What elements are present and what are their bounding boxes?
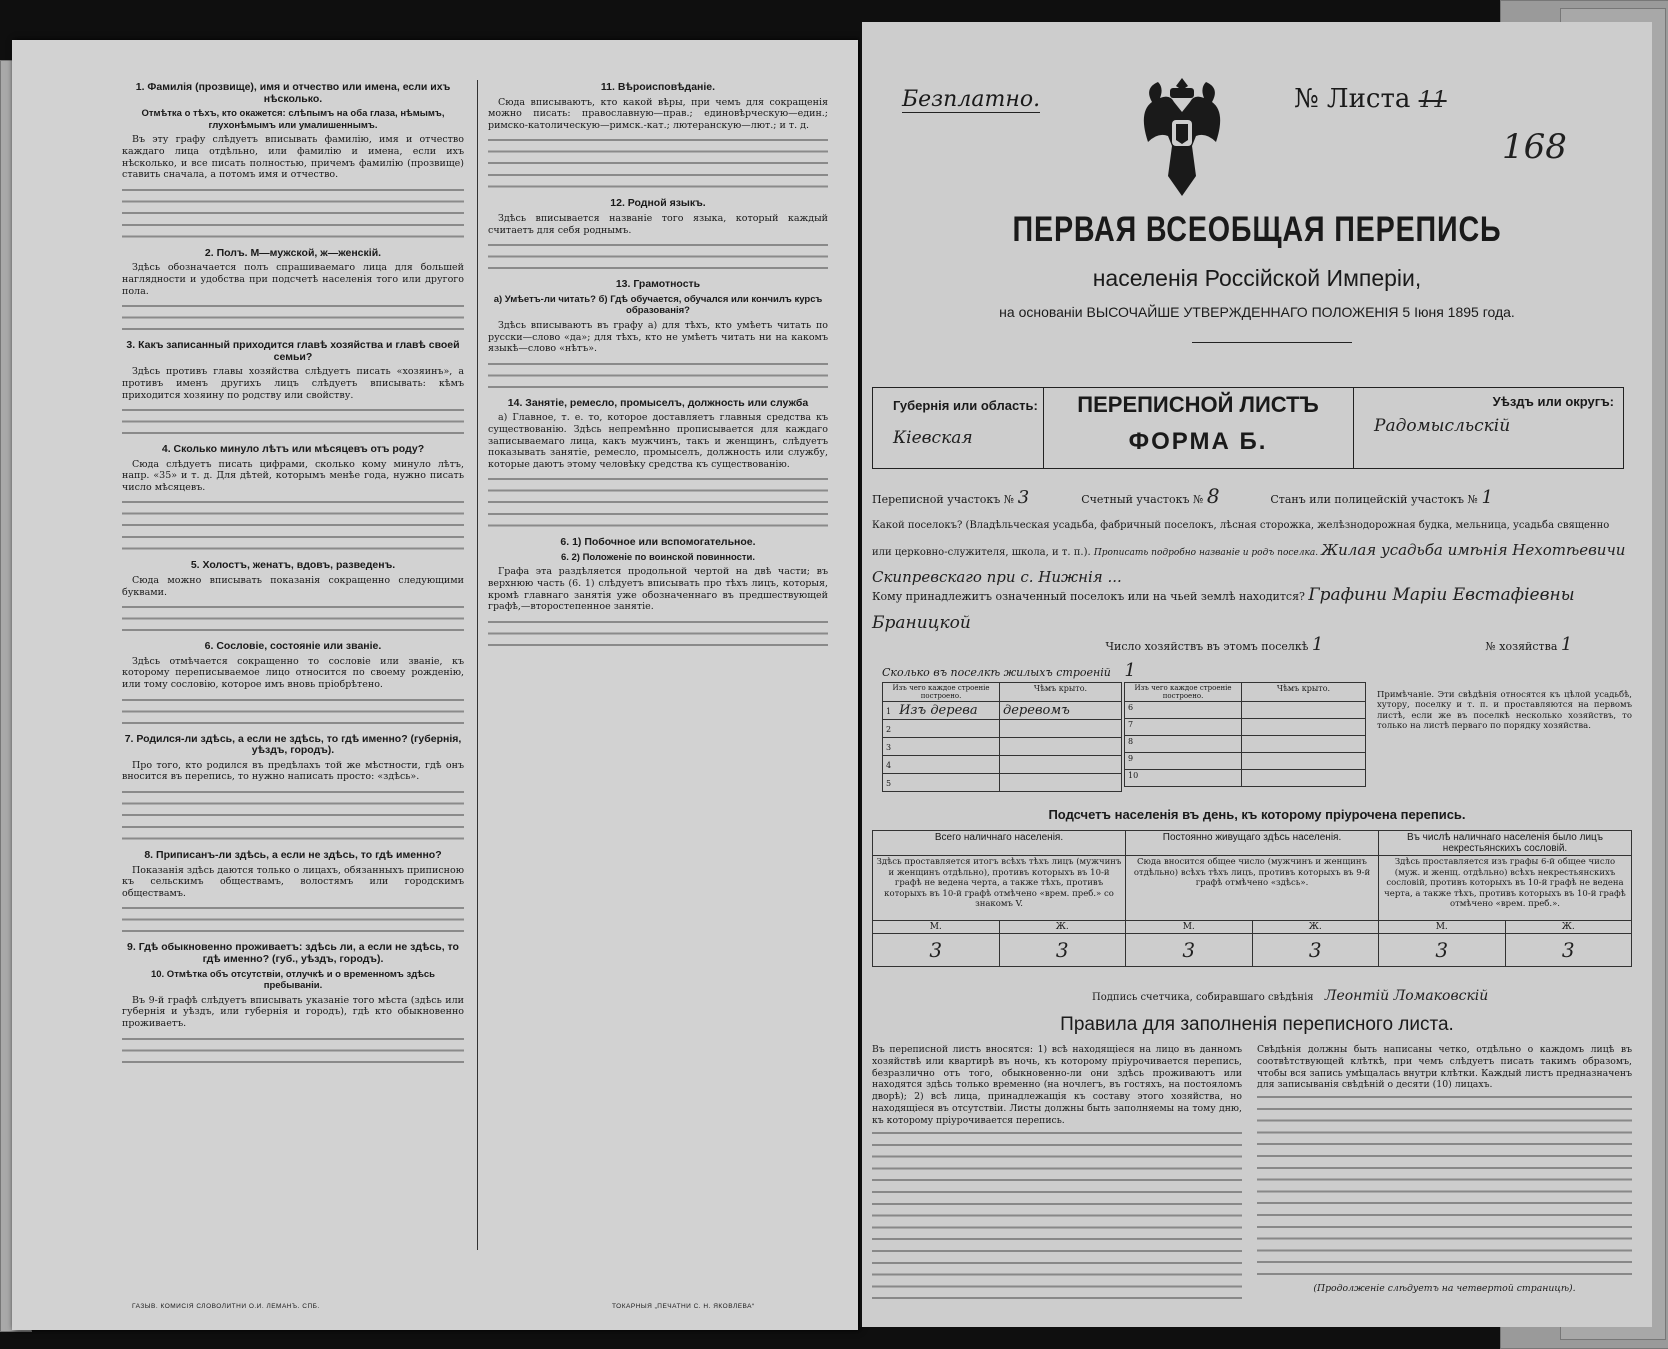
building-row bbox=[1125, 702, 1366, 719]
census-section-row bbox=[872, 484, 1632, 508]
instruction-text-filler bbox=[488, 616, 828, 652]
instruction-text-filler bbox=[122, 786, 464, 846]
building-material: Изъ дерева bbox=[899, 703, 978, 718]
rules-continued-note: (Продолженіе слѣдуетъ на четвертой страницѣ). bbox=[1313, 1283, 1576, 1295]
household-value: 1 bbox=[1560, 634, 1573, 655]
col-header-material: Изъ чего каждое строеніе построено. bbox=[883, 683, 1000, 702]
building-row-number: 7 bbox=[1128, 720, 1134, 729]
free-label: Безплатно. bbox=[902, 87, 1041, 112]
count-column-description: Сюда вносится общее число (мужчинъ и женщинъ отдѣльно) всѣхъ тѣхъ лицъ, противъ которыхъ въ 9-й графѣ отмѣчено «здѣсь». bbox=[1126, 856, 1379, 921]
census-title: ПЕРВАЯ ВСЕОБЩАЯ ПЕРЕПИСЬ bbox=[1012, 210, 1502, 249]
instruction-text: Сюда слѣдуетъ писать цифрами, сколько кому минуло лѣтъ, напр. «35» и т. д. Для дѣтей, которымъ менѣе года, нужно писать число мѣсяцевъ. bbox=[122, 458, 464, 493]
district-box bbox=[1353, 388, 1624, 468]
instruction-text: Здѣсь отмѣчается сокращенно то сословіе или званіе, къ которому переписываемое лицо относится по своему рожденію, или тому сословію, которое имъ вновь пріобрѣтено. bbox=[122, 655, 464, 691]
legal-basis: на основаніи ВЫСОЧАЙШЕ УТВЕРЖДЕННАГО ПОЛОЖЕНІЯ 5 Іюня 1895 года. bbox=[999, 304, 1515, 320]
rules-filler-2 bbox=[1257, 1091, 1632, 1281]
population-count-value: 3 bbox=[1252, 934, 1379, 967]
instruction-heading: 2. Полъ. М—мужской, ж—женскій. bbox=[204, 246, 382, 259]
instruction-text: Въ 9-й графѣ слѣдуетъ вписывать указаніе того мѣста (здѣсь или губернія и уѣздъ, или губернія и городъ), гдѣ кто обыкновенно проживаетъ. bbox=[122, 994, 464, 1029]
rules-column-1 bbox=[872, 1044, 1242, 1309]
instruction-text: Здѣсь противъ главы хозяйства слѣдуетъ писать «хозяинъ», а противъ именъ другихъ лицъ слѣдуетъ вписывать: кѣмъ приходится хозяину по родству или свойству. bbox=[122, 366, 464, 401]
form-title: ПЕРЕПИСНОЙ ЛИСТЪ bbox=[1077, 392, 1319, 417]
count-section-label: Счетный участокъ № bbox=[1081, 493, 1204, 506]
district-value: Радомысльскій bbox=[1374, 416, 1511, 436]
count-column-header: Въ числѣ наличнаго населенія было лицъ некрестьянскихъ сословій. bbox=[1379, 831, 1632, 856]
census-section-value: 3 bbox=[1017, 487, 1030, 508]
count-column-description: Здѣсь проставляется итогъ всѣхъ тѣхъ лицъ (мужчинъ и женщинъ отдѣльно), противъ которыхъ въ 10-й графѣ не ведена черта, а также тѣхъ, противъ которыхъ въ 10-й графѣ отмѣчено «врем. преб.» со знакомъ V. bbox=[873, 856, 1126, 921]
sex-label: М. bbox=[1379, 921, 1506, 934]
building-row bbox=[1125, 753, 1366, 770]
owner-label: Кому принадлежитъ означенный поселокъ или на чьей землѣ находится? bbox=[872, 590, 1305, 603]
buildings-table-right bbox=[1124, 682, 1366, 787]
sex-label: Ж. bbox=[1505, 921, 1632, 934]
settlement-hint: Прописать подробно названіе и родъ поселка. bbox=[1093, 548, 1319, 558]
owner-row bbox=[872, 582, 1632, 638]
census-section-label: Переписной участокъ № bbox=[872, 493, 1015, 506]
population-count-value: 3 bbox=[873, 934, 1000, 967]
residents-label: Число хозяйствъ въ этомъ поселкѣ bbox=[1105, 640, 1309, 653]
population-count-value: 3 bbox=[1379, 934, 1506, 967]
instruction-heading: 9. Гдѣ обыкновенно проживаетъ: здѣсь ли, а если не здѣсь, то гдѣ именно? (губ., уѣздъ, городъ). bbox=[127, 941, 459, 965]
instruction-heading: 7. Родился-ли здѣсь, а если не здѣсь, то гдѣ именно? (губернія, уѣздъ, городъ). bbox=[124, 732, 462, 757]
building-row-number: 8 bbox=[1128, 737, 1134, 746]
building-row bbox=[883, 720, 1122, 738]
instruction-text-filler bbox=[122, 1033, 464, 1069]
instruction-text-filler bbox=[122, 184, 464, 244]
building-row bbox=[1125, 770, 1366, 787]
building-row bbox=[883, 738, 1122, 756]
buildings-label: Сколько въ поселкѣ жилыхъ строеній bbox=[882, 666, 1111, 679]
signature-label: Подпись счетчика, собиравшаго свѣдѣнія bbox=[1092, 992, 1314, 1003]
population-count-table bbox=[872, 830, 1632, 967]
sheet-number bbox=[1294, 84, 1447, 114]
province-box bbox=[873, 388, 1044, 468]
instruction-heading: 12. Родной языкъ. bbox=[610, 197, 706, 210]
residents-value: 1 bbox=[1311, 634, 1324, 655]
form-header-box bbox=[872, 387, 1624, 469]
building-row-number: 3 bbox=[886, 743, 892, 752]
district-label: Уѣздъ или округъ: bbox=[1492, 394, 1614, 409]
instruction-text-filler bbox=[488, 134, 828, 194]
population-count-title: Подсчетъ населенія въ день, къ которому пріурочена перепись. bbox=[1048, 807, 1466, 822]
count-section-value: 8 bbox=[1206, 484, 1220, 508]
instruction-text: а) Главное, т. е. то, которое доставляетъ главныя средства къ существованію. Здѣсь непремѣнно прописывается для каждаго записываемаго лица, какъ мужчинъ, такъ и женщинъ, слѣдуетъ показывать занятіе, ремесло, промыселъ, должность или службу, которые даютъ этому человѣку средства къ существованію. bbox=[488, 412, 828, 470]
sex-label: М. bbox=[1126, 921, 1253, 934]
instruction-heading: 6. 1) Побочное или вспомогательное. bbox=[560, 536, 756, 549]
owner-value: Графини Маріи Евстафіевны Браницкой bbox=[872, 585, 1575, 633]
census-subtitle: населенія Россійской Имперіи, bbox=[1092, 265, 1422, 291]
instructions-column-1 bbox=[122, 78, 464, 1072]
col-header-roof: Чѣмъ крыто. bbox=[1000, 683, 1122, 702]
instruction-text: Сюда можно вписывать показанія сокращенно следующими буквами. bbox=[122, 575, 464, 598]
settlement-label: Какой поселокъ? (Владѣльческая усадьба, фабричный поселокъ, лѣсная сторожка, желѣзнодорожная будка, мельница, усадьба священно или церковно-служителя, школа, и т. п.). bbox=[872, 520, 1610, 558]
building-row-number: 9 bbox=[1128, 754, 1134, 763]
buildings-row bbox=[882, 660, 1136, 681]
instruction-text-filler bbox=[488, 239, 828, 275]
building-row bbox=[883, 702, 1122, 720]
rules-text-1: Въ переписной листъ вносятся: 1) всѣ находящіеся на лицо въ данномъ хозяйствѣ или квартирѣ въ ночь, къ которому пріурочивается перепись, безразлично отъ того, обыкновенно-ли они здѣсь проживаютъ или находятся здѣсь только временно (на ночлегъ, въ гостяхъ, на постояломъ дворѣ); 2) всѣ лица, принадлежащія къ составу этого хозяйства, но находящіеся въ отсутствіи. Листы должны быть заполняемы на тому дню, къ которому пріурочивается перепись. bbox=[872, 1044, 1242, 1126]
province-label: Губернія или область: bbox=[893, 398, 1038, 413]
settlement-value: Жилая усадьба имѣнія Нехотѣевичи Скипревскаго при с. Нижнія ... bbox=[872, 541, 1626, 586]
printer-imprint-right: ТОКАРНЫЯ „ПЕЧАТНИ С. Н. ЯКОВЛЕВА“ bbox=[612, 1303, 755, 1310]
population-count-value: 3 bbox=[999, 934, 1126, 967]
stan-value: 1 bbox=[1481, 487, 1493, 508]
instruction-text: Графа эта раздѣляется продольной чертой на двѣ части; въ верхнюю часть (6. 1) слѣдуетъ вписывать про тѣхъ лицъ, которыя, кромѣ главнаго занятія уже обозначеннаго въ предшествующей графѣ,—второстепенное занятіе. bbox=[488, 566, 828, 613]
rules-title: Правила для заполненія переписного листа. bbox=[1060, 1014, 1454, 1035]
double-headed-eagle-emblem bbox=[1132, 72, 1232, 202]
signature-value: Леонтій Ломаковскій bbox=[1324, 988, 1489, 1004]
printer-imprint-left: ГАЗЫВ. КОМИСІЯ СЛОВОЛИТНИ О.И. ЛЕМАНЪ. СПБ. bbox=[132, 1303, 320, 1310]
residents-row bbox=[872, 634, 1632, 655]
signature-row bbox=[1092, 988, 1488, 1004]
building-row bbox=[883, 774, 1122, 792]
right-page bbox=[860, 22, 1652, 1327]
instruction-text: Здѣсь вписываютъ въ графу а) для тѣхъ, кто умѣетъ читать по русски—слово «да»; для тѣхъ, кто не умѣетъ читать ни на какомъ языкѣ—слово «нѣтъ». bbox=[488, 319, 828, 355]
instruction-heading: 4. Сколько минуло лѣтъ или мѣсяцевъ отъ роду? bbox=[161, 443, 425, 456]
population-count-value: 3 bbox=[1126, 934, 1253, 967]
instruction-heading: 1. Фамилія (прозвище), имя и отчество или имена, если ихъ нѣсколько. bbox=[135, 81, 451, 105]
sheet-number-value: 11 bbox=[1418, 88, 1447, 113]
instruction-text-filler bbox=[122, 300, 464, 336]
instruction-text: Здѣсь обозначается полъ спрашиваемаго лица для большей наглядности и удобства при подсчетѣ населенія того или другого пола. bbox=[122, 262, 464, 297]
sex-label: Ж. bbox=[999, 921, 1126, 934]
province-value: Кіевская bbox=[893, 428, 973, 448]
instruction-heading: 8. Приписанъ-ли здѣсь, а если не здѣсь, то гдѣ именно? bbox=[144, 849, 442, 861]
instruction-heading: 3. Какъ записанный приходится главѣ хозяйства и главѣ своей семьи? bbox=[126, 339, 460, 363]
form-subtitle: ФОРМА Б. bbox=[1128, 428, 1268, 455]
instruction-heading: 5. Холостъ, женатъ, вдовъ, разведенъ. bbox=[190, 559, 396, 572]
instruction-heading: 14. Занятіе, ремесло, промыселъ, должность или служба bbox=[507, 396, 809, 409]
building-roof: деревомъ bbox=[1003, 703, 1070, 718]
stan-label: Станъ или полицейскій участокъ № bbox=[1270, 493, 1478, 506]
building-row bbox=[1125, 736, 1366, 753]
instruction-text-filler bbox=[122, 496, 464, 556]
settlement-row bbox=[872, 514, 1632, 592]
instructions-column-2 bbox=[488, 78, 828, 655]
building-row bbox=[1125, 719, 1366, 736]
building-row-number: 2 bbox=[886, 725, 892, 734]
instruction-subheading: 10. Отмѣтка объ отсутствіи, отлучкѣ и о временномъ здѣсь пребываніи. bbox=[150, 968, 436, 992]
instruction-text-filler bbox=[122, 902, 464, 938]
buildings-value: 1 bbox=[1124, 660, 1136, 681]
title-rule bbox=[1192, 342, 1352, 343]
building-row-number: 1 bbox=[886, 707, 892, 716]
building-row-number: 6 bbox=[1128, 703, 1134, 712]
instruction-text-filler bbox=[122, 694, 464, 730]
col-header-roof: Чѣмъ крыто. bbox=[1242, 683, 1366, 702]
sex-label: Ж. bbox=[1252, 921, 1379, 934]
instruction-text-filler bbox=[488, 473, 828, 533]
instruction-text: Сюда вписываютъ, кто какой вѣры, при чемъ для сокращенія можно писать: православную—прав.; единовѣрческую—един.; римско-католическую—римск.-кат.; лютеранскую—лют.; и т. д. bbox=[488, 96, 828, 131]
rules-column-2 bbox=[1257, 1044, 1632, 1309]
instruction-text: Про того, кто родился въ предѣлахъ той же мѣстности, гдѣ онъ вносится въ перепись, то нужно написать просто: «здѣсь». bbox=[122, 759, 464, 783]
instruction-heading: 6. Сословіе, состояніе или званіе. bbox=[204, 640, 382, 653]
household-label: № хозяйства bbox=[1485, 640, 1558, 653]
column-divider bbox=[477, 80, 478, 1250]
instruction-text: Показанія здѣсь даются только о лицахъ, обязанныхъ приписною къ сельскимъ обществамъ, волостямъ или городскимъ обществамъ. bbox=[122, 864, 464, 899]
sheet-number-label: № Листа bbox=[1294, 84, 1411, 114]
instruction-text: Здѣсь вписывается названіе того языка, который каждый считаетъ для себя роднымъ. bbox=[488, 212, 828, 236]
building-row bbox=[883, 756, 1122, 774]
instruction-heading: 11. Вѣроисповѣданіе. bbox=[600, 81, 716, 93]
building-row-number: 4 bbox=[886, 761, 892, 770]
building-row-number: 10 bbox=[1128, 771, 1139, 780]
instruction-text-filler bbox=[122, 404, 464, 440]
rules-text-2: Свѣдѣнія должны быть написаны четко, отдѣльно о каждомъ лицѣ въ соотвѣтствующей клѣткѣ, при чемъ слѣдуетъ писать такимъ образомъ, чтобы вся запись умѣщалась внутри клѣтки. Каждый листъ предназначенъ для записыванія свѣдѣній о десяти (10) лицахъ. bbox=[1257, 1044, 1632, 1091]
buildings-table-left bbox=[882, 682, 1122, 792]
instruction-heading: 13. Грамотность bbox=[615, 278, 701, 291]
building-row-number: 5 bbox=[886, 779, 892, 788]
instruction-subheading: 6. 2) Положеніе по воинской повинности. bbox=[560, 551, 756, 563]
rules-filler-1 bbox=[872, 1127, 1242, 1309]
instruction-subheading: Отмѣтка о тѣхъ, кто окажется: слѣпымъ на оба глаза, нѣмымъ, глухонѣмымъ или умалишеннымъ. bbox=[141, 108, 445, 131]
sex-label: М. bbox=[873, 921, 1000, 934]
instruction-text-filler bbox=[488, 358, 828, 394]
left-page bbox=[12, 40, 858, 1330]
buildings-note: Примѣчаніе. Эти свѣдѣнія относятся къ цѣлой усадьбѣ, хутору, поселку и т. п. и проставляются на первомъ листѣ, если же въ поселкѣ несколько хозяйствъ, то только на листѣ перваго по порядку хозяйства. bbox=[1377, 690, 1632, 732]
count-column-header: Постоянно живущаго здѣсь населенія. bbox=[1126, 831, 1379, 856]
col-header-material: Изъ чего каждое строеніе построено. bbox=[1125, 683, 1242, 702]
handwritten-margin-number: 168 bbox=[1502, 127, 1567, 167]
population-count-value: 3 bbox=[1505, 934, 1632, 967]
instruction-text: Въ эту графу слѣдуетъ вписывать фамилію, имя и отчество каждаго лица отдѣльно, или фамилію и имена, если ихъ нѣсколько, и все писать полностью, причемъ фамилію (прозвище) ставить сначала, а потомъ имя и отчество. bbox=[122, 134, 464, 181]
count-column-header: Всего наличнаго населенія. bbox=[873, 831, 1126, 856]
instruction-subheading: а) Умѣетъ-ли читать? б) Гдѣ обучается, обучался или кончилъ курсъ образованія? bbox=[493, 293, 823, 317]
instruction-text-filler bbox=[122, 601, 464, 637]
count-column-description: Здѣсь проставляется изъ графы 6-й общее число (муж. и женщ. отдѣльно) всѣхъ некрестьянскихъ сословій, противъ которыхъ въ 10-й графѣ не ведена черта, а также тѣхъ, противъ которыхъ въ 10-й графѣ отмѣчено «врем. преб.». bbox=[1379, 856, 1632, 921]
